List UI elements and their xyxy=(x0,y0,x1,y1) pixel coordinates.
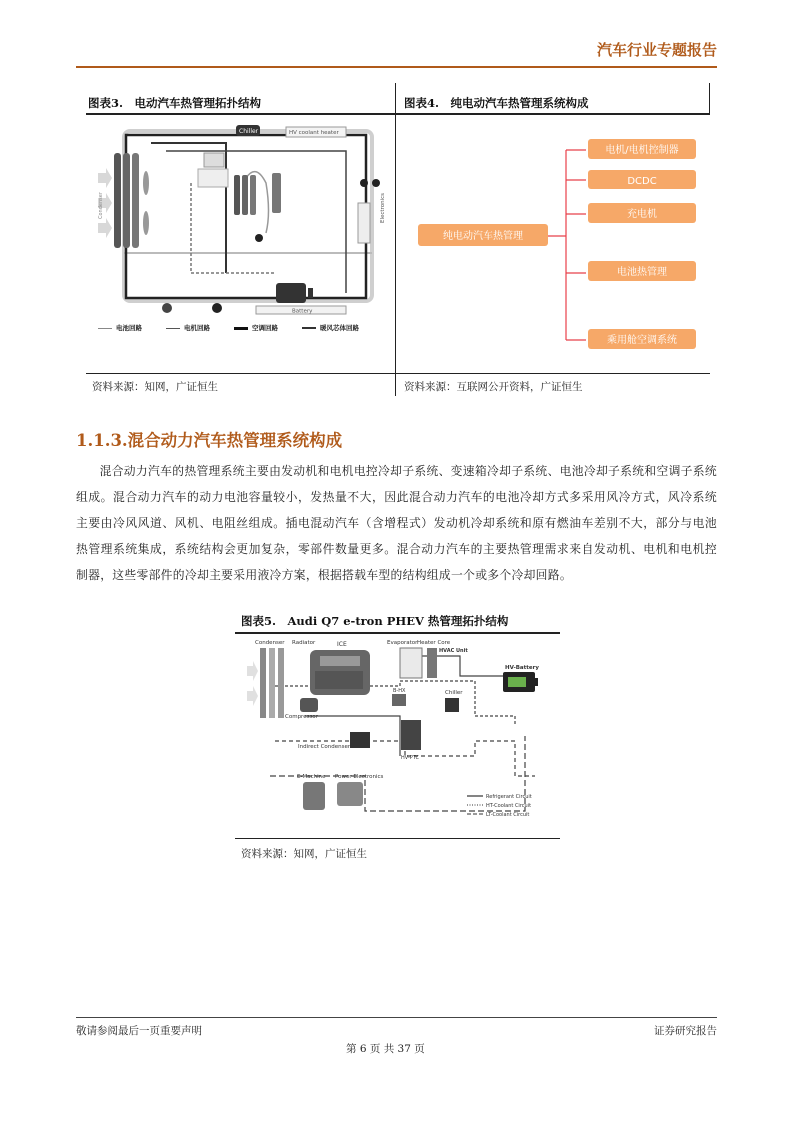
svg-text:HV-PTC: HV-PTC xyxy=(401,755,419,761)
figure4-source: 资料来源：互联网公开资料，广证恒生 xyxy=(404,381,583,393)
audi-q7-thermal-topology-diagram xyxy=(245,636,543,826)
figure5-legend xyxy=(467,794,532,818)
svg-text:Compressor: Compressor xyxy=(285,714,318,720)
svg-text:Condenser: Condenser xyxy=(255,640,285,646)
motor-icon xyxy=(276,283,306,303)
figure3-caption: 图表3. 电动汽车热管理拓扑结构 xyxy=(88,96,262,110)
mindmap-node-dcdc xyxy=(588,170,696,189)
svg-text:HVAC Unit: HVAC Unit xyxy=(439,648,468,654)
hv-battery-icon xyxy=(503,672,538,692)
mindmap-node-battery-thermal xyxy=(588,261,696,281)
legend-battery-loop: 电池回路 xyxy=(116,324,142,332)
mindmap-root-node xyxy=(418,224,548,246)
figure5-source-rule xyxy=(235,838,560,839)
footer-rule xyxy=(76,1017,717,1018)
svg-text:HV-Battery: HV-Battery xyxy=(505,665,539,671)
ev-thermal-topology-diagram xyxy=(96,123,386,333)
svg-text:Chiller: Chiller xyxy=(445,690,463,696)
mindmap-node-motor-controller xyxy=(588,139,696,159)
page-number: 第 6 页 共 37 页 xyxy=(346,1043,425,1055)
svg-text:Evaporator: Evaporator xyxy=(387,640,418,646)
svg-text:Battery: Battery xyxy=(292,308,313,315)
legend-ac-loop: 空调回路 xyxy=(252,324,278,332)
svg-text:乘用舱空调系统: 乘用舱空调系统 xyxy=(607,335,677,346)
footer-report-type: 证券研究报告 xyxy=(654,1025,717,1037)
figure3-legend xyxy=(98,323,388,333)
svg-text:纯电动汽车热管理: 纯电动汽车热管理 xyxy=(443,231,523,242)
power-electronics-icon xyxy=(337,782,363,806)
report-header-title: 汽车行业专题报告 xyxy=(596,41,717,59)
header-rule xyxy=(76,66,717,68)
footer-disclaimer: 敬请参阅最后一页重要声明 xyxy=(76,1025,202,1037)
caption-rule xyxy=(86,113,710,115)
e-machine-icon xyxy=(303,782,325,810)
figure3-source: 资料来源：知网，广证恒生 xyxy=(92,381,218,393)
svg-text:Power Electronics: Power Electronics xyxy=(335,774,384,780)
svg-text:B-HX: B-HX xyxy=(393,688,406,694)
figure5-caption-rule xyxy=(235,632,560,634)
legend-heater-core-loop: 暖风芯体回路 xyxy=(320,324,359,332)
section-title: 1.1.3.混合动力汽车热管理系统构成 xyxy=(76,431,343,450)
table-right-edge xyxy=(709,83,710,113)
figure4-caption: 图表4. 纯电动汽车热管理系统构成 xyxy=(404,96,589,110)
svg-text:电机/电机控制器: 电机/电机控制器 xyxy=(605,145,679,156)
svg-text:充电机: 充电机 xyxy=(627,209,657,220)
svg-text:Chiller: Chiller xyxy=(239,128,259,135)
front-heat-exchangers-icon xyxy=(114,153,149,248)
svg-text:E-Machine: E-Machine xyxy=(297,774,326,780)
svg-text:电池热管理: 电池热管理 xyxy=(617,267,667,278)
bev-thermal-system-mindmap xyxy=(406,128,706,363)
svg-text:Refrigerant Circuit: Refrigerant Circuit xyxy=(486,794,532,800)
svg-text:ICE: ICE xyxy=(337,641,347,648)
mindmap-node-charger xyxy=(588,203,696,223)
source-rule xyxy=(86,373,710,374)
section-paragraph: 混合动力汽车的热管理系统主要由发动机和电机电控冷却子系统、变速箱冷却子系统、电池冷却子系统和空调子系统组成。混合动力汽车的动力电池容量较小，发热量不大，因此混合动力汽车的电池冷却方式多采用风冷方式，风冷系统主要由冷风风道、风机、电阻丝组成。插电混动汽车（含增程式）发动机冷却系统和原有燃油车差别不大，部分与电池热管理系统集成，系统结构会更加复杂，零部件数量更多。混合动力汽车的主要热管理需求来自发动机、电机和电机控制器，这些零部件的冷却主要采用液冷方案，根据搭载车型的结构组成一个或多个冷却回路。 xyxy=(76,464,717,582)
svg-text:LT-Coolant Circuit: LT-Coolant Circuit xyxy=(486,812,530,818)
svg-text:Electronics: Electronics xyxy=(380,193,386,223)
svg-text:DCDC: DCDC xyxy=(627,176,657,187)
table-divider xyxy=(395,83,396,396)
svg-text:HT-Coolant Circuit: HT-Coolant Circuit xyxy=(486,803,532,809)
svg-text:HV coolant heater: HV coolant heater xyxy=(289,130,339,136)
figure5-source: 资料来源：知网，广证恒生 xyxy=(241,848,367,860)
figure-table xyxy=(86,83,710,396)
svg-text:Condenser: Condenser xyxy=(98,192,104,219)
mindmap-node-cabin-ac xyxy=(588,329,696,349)
figure5-caption: 图表5. Audi Q7 e-tron PHEV 热管理拓扑结构 xyxy=(241,614,509,628)
svg-text:Heater Core: Heater Core xyxy=(417,640,451,646)
svg-text:Radiator: Radiator xyxy=(292,640,316,646)
svg-text:Indirect Condenser: Indirect Condenser xyxy=(298,744,351,750)
legend-motor-loop: 电机回路 xyxy=(184,324,210,332)
